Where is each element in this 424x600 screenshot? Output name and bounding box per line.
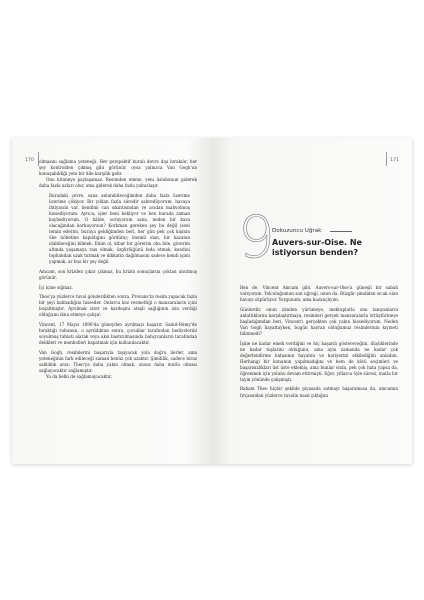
paragraph: İşine ne kadar emek verdiğini ve hiç başarılı göstereceğini, düşüklerinde ne kadar tuşlarını olduğunu, ama aynı zamanda ne kadar çok değerlendirme hatasının hayatını ve kariyerini etkilediğini anladım. Herhangi bir konunun yapılmadığını ve hem de kötü seçimleri ve başarısızlıkları üst üste eklemiş, ama bunlar onda, pek çok hata yapsa da, öğrenmek için yolunu devam ettirmişti. Eğer, yıllarca öyle süresi, inatla bir tayin yönünde çalışmıştı. (240, 340, 398, 382)
chapter-title: Auvers-sur-Oise. Ne istiyorsun benden? (272, 238, 362, 257)
paragraph: Onu kitaneye paylaşamaz. Resimden emme, yeni üslubunun giderek daha fazla uzları olur, ama giderek daha fazla yalnızlaşır. (39, 177, 197, 189)
paragraph: İçi içine sığmaz. (39, 284, 73, 290)
book-spread (12, 138, 412, 464)
paragraph: Amcam, son krizden çıkar çıkmaz, bu krizin sonuçlarını çoktan unutmuş görünür. (39, 268, 197, 281)
left-page-number: 170 (25, 158, 34, 163)
chapter-label: Dokuzuncu Uğrak (272, 228, 322, 234)
right-page-text (240, 285, 398, 399)
paragraph: Günlerdir, onun izinden yürümeye, mektuplarla onu tanıyanların anlattıklarını karşılaştırmaya, resimleri gerçek manzaralarla örtüştürmeye başladığımdan beri, Vincent'ı gerçekten çok yakın hissediyorum. Neden Van Gogh hayattayken, bugün hayran olduğumuz resimlerinin kıymeti bilinmedi? (240, 306, 398, 336)
paragraph: Theo'ya yüzlerce tuval gönderdikten sonra, Provans'ta resim yapacak fazla bir şeyi kalmadığını hisseder. Onlarca kez resmettiği o manzaraların içini boşaltmıştır. Ayrılmak ister ve kardeşini ateşli sağlığının izin verdiği olduğunu ikna etmeye çalışır: (39, 294, 197, 318)
right-page-number: 171 (390, 158, 399, 163)
paragraph: Babam Theo hiçbir şekilde piyasada satmayı başaramasa da, amcamın fırçasından yüzlerce tuvalin nasıl çıktığını (240, 386, 398, 398)
paragraph: Vincent, 17 Mayıs 1890'da güneyden ayrılmayı başarır. Sainit-Rémy'de bıraktığı ruhunun, o ayrıldıktan sonra, çocuklar tarafından hediyelerini soyulmuş tabiatı alarak veya aksi bastırılmasında bahçıvanların tarafından delikleri ve menholleri kapatmak için kullanılacaktır. (39, 322, 197, 346)
right-page-number-rule (386, 152, 387, 166)
paragraph: Ben de, Vincent Amcam gibi, Auvers-sur-Oise'a güneşli bir sabah varıyorum. Yolculuğumun son uğrağı, onun da. Rüzgâr şimdiden sıcak olan havayı süpürüyor. Yorgunum, ama kazançlıyım. (240, 285, 398, 303)
chapter-label-rule (330, 231, 352, 232)
left-page (12, 138, 212, 464)
chapter-number: 9 (238, 203, 275, 271)
paragraph: olmasını sağlama yeteneği. Her perspektif kuralı devre dışı bırakılır, her şey kontrolden çıkmış gibi görünür, oysa yalnızca Van Gogh'un konuşabildiği yeni bir dile karşılık gelir. (39, 159, 197, 177)
paragraph: Van Gogh, resimlerini başarıyla taşıyacak yola doğru ilerler, ama yeteneğinin fark edileceği zaman henüz çok uzaktır. Şimdilik, sadece biraz saklıklık arar: Theo'ya daha yakın olmak, onsuz daha mutlu olması sağlayacaktır sağlamıştır. (39, 349, 197, 374)
left-page-text (39, 159, 197, 380)
right-page (212, 138, 412, 464)
paragraph: Buradaki çevre, sana anlatabileceğimden daha fazla üzerime üzerime çökiyor. Bir yıldan fazla süredir sabredüyorum; havaya ihtiyacım var, kendimi can sıkıntısından ve acıdan mahvolmuş hissediyorum. Ayrıca, işler beni bekliyor ve ben burada zaman kaybediyorum. O hâlde, soruyorum sana, neden bir kaza olacağından korkuyorsun? Korkman gereken şey bu değil (seni temin ederim, buraya geldiğimden beri, her gün pek çok kişinin öbe nöbetine kapıldığını gördüm); önemli olan, bir kazanın olabileceğini bilmek. Emin ol, kibar bir görerim oba bile, görerim altında yaşamaya razı olmak, özgürlüğünü feda etmek, kendini toplumdan uzak tutmak ve dikkatin dağılmasını sadece kendi işimi yapmak, ar bus bir şey değil. (49, 192, 190, 265)
paragraph: Ya da belki de sağlamayacaktır. (46, 374, 112, 380)
